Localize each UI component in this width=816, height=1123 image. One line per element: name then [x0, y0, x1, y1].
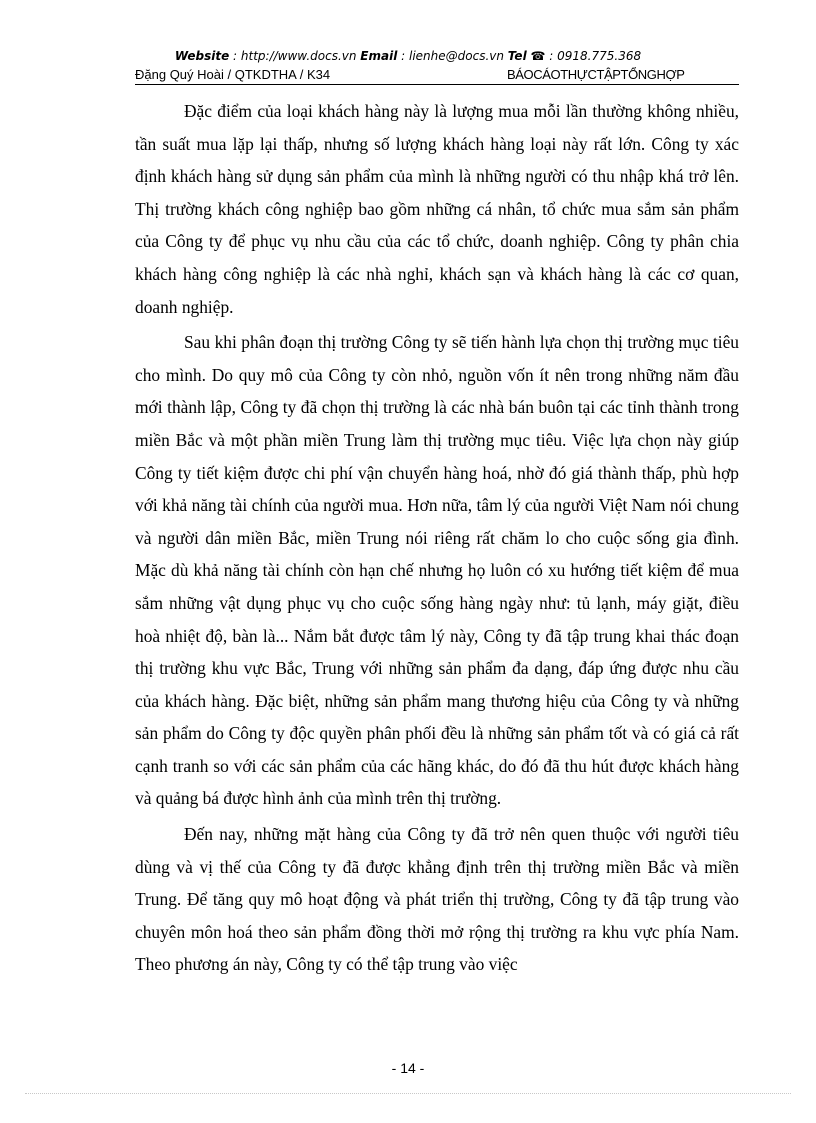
page-bottom-divider	[25, 1093, 791, 1094]
email-value: : lienhe@docs.vn	[397, 49, 508, 63]
paragraph: Đặc điểm của loại khách hàng này là lượng mua mỗi lần thường không nhiều, tần suất mua lặp lại thấp, nhưng số lượng khách hàng loại này rất lớn. Công ty xác định khách hàng sử dụng sản phẩm của mình là những người có thu nhập khá trở lên. Thị trường khách công nghiệp bao gồm những cá nhân, tổ chức mua sắm sản phẩm của Công ty để phục vụ nhu cầu của các tổ chức, doanh nghiệp. Công ty phân chia khách hàng công nghiệp là các nhà nghỉ, khách sạn và khách hàng là các cơ quan, doanh nghiệp.	[135, 101, 739, 317]
website-contact-line	[0, 48, 816, 64]
report-title: BÁOCÁOTHỰCTẬPTỔNGHỢP	[507, 67, 685, 82]
paragraph: Đến nay, những mặt hàng của Công ty đã trở nên quen thuộc với người tiêu dùng và vị thế của Công ty đã được khẳng định trên thị trường miền Bắc và miền Trung. Để tăng quy mô hoạt động và phát triển thị trường, Công ty đã tập trung vào chuyên môn hoá theo sản phẩm đồng thời mở rộng thị trường ra khu vực phía Nam. Theo phương án này, Công ty có thể tập trung vào việc	[135, 824, 739, 975]
tel-value: ☎ : 0918.775.368	[526, 49, 642, 63]
website-value: : http://www.docs.vn	[229, 49, 361, 63]
page-header	[135, 66, 739, 85]
page-number: - 14 -	[391, 1060, 425, 1076]
author-info: Đặng Quý Hoài / QTKDTHA / K34	[135, 67, 331, 82]
website-label: Website	[174, 49, 230, 63]
paragraph: Sau khi phân đoạn thị trường Công ty sẽ tiến hành lựa chọn thị trường mục tiêu cho mình. Do quy mô của Công ty còn nhỏ, nguồn vốn ít nên trong những năm đầu mới thành lập, Công ty đã chọn thị trường là các nhà bán buôn tại các tỉnh thành trong miền Bắc và một phần miền Trung làm thị trường mục tiêu. Việc lựa chọn này giúp Công ty tiết kiệm được chi phí vận chuyển hàng hoá, nhờ đó giá thành thấp, phù hợp với khả năng tài chính của người mua. Hơn nữa, tâm lý của người Việt Nam nói chung và người dân miền Bắc, miền Trung nói riêng rất chăm lo cho cuộc sống gia đình. Mặc dù khả năng tài chính còn hạn chế nhưng họ luôn có xu hướng tiết kiệm để mua sắm những vật dụng phục vụ cho cuộc sống hàng ngày như: tủ lạnh, máy giặt, điều hoà nhiệt độ, bàn là... Nắm bắt được tâm lý này, Công ty đã tập trung khai thác đoạn thị trường khu vực Bắc, Trung với những sản phẩm đa dạng, đáp ứng được nhu cầu của khách hàng. Đặc biệt, những sản phẩm mang thương hiệu của Công ty và những sản phẩm do Công ty độc quyền phân phối đều là những sản phẩm tốt và có giá cả rất cạnh tranh so với các sản phẩm của các hãng khác, do đó đã thu hút được khách hàng và quảng bá được hình ảnh của mình trên thị trường.	[135, 332, 739, 809]
tel-label: Tel	[507, 49, 527, 63]
email-label: Email	[360, 49, 398, 63]
document-body	[135, 95, 739, 981]
